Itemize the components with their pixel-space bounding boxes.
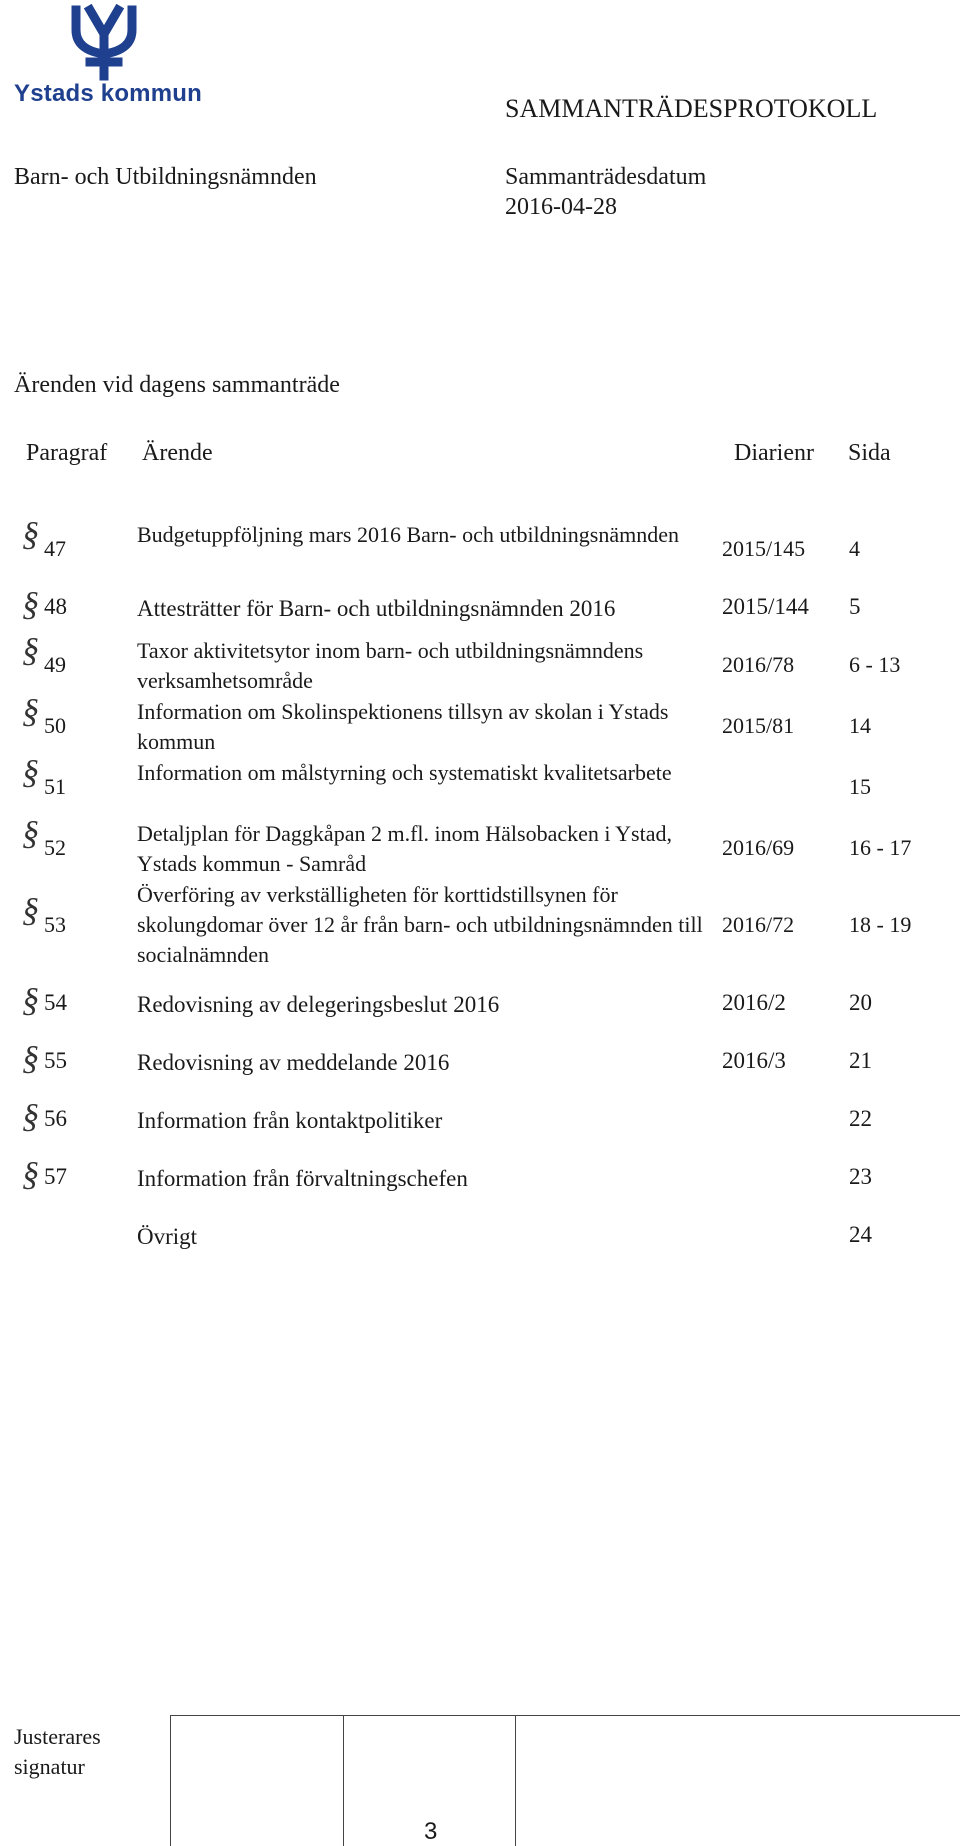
paragraph-number: 47 [44,536,66,561]
document-type: SAMMANTRÄDESPROTOKOLL [505,94,878,123]
item-page: 21 [849,1048,872,1073]
signature-table-top-border [170,1715,960,1716]
item-diarienr: 2015/81 [722,713,795,738]
item-diarienr: 2015/145 [722,536,806,561]
item-page: 5 [849,594,861,619]
paragraph-number: 54 [44,990,67,1015]
logo-text: Ystads kommun [14,80,202,107]
paragraph-symbol: § [22,586,39,623]
item-diarienr: 2016/69 [722,835,795,860]
item-diarienr: 2016/2 [722,990,786,1015]
page-number: 3 [424,1818,438,1845]
item-title: Detaljplan för Daggkåpan 2 m.fl. inom Hälsobacken i Ystad, Ystads kommun - Samråd [137,821,672,876]
meeting-date-value: 2016-04-28 [505,194,617,220]
paragraph-symbol: § [22,1098,39,1135]
item-page: 24 [849,1222,872,1247]
item-title: Information från förvaltningschefen [137,1166,468,1191]
paragraph-symbol: § [22,754,39,791]
signature-label: Justerares signatur [14,1724,101,1779]
item-diarienr: 2016/72 [722,912,795,937]
column-header-sida: Sida [848,440,891,466]
item-title: Övrigt [137,1224,198,1249]
section-heading: Ärenden vid dagens sammanträde [14,372,340,398]
signature-cell-divider [343,1715,344,1846]
item-title: Redovisning av delegeringsbeslut 2016 [137,992,500,1017]
committee-name: Barn- och Utbildningsnämnden [14,164,317,190]
item-page: 15 [849,774,871,799]
item-diarienr: 2016/78 [722,652,795,677]
paragraph-number: 53 [44,912,66,937]
item-title: Information från kontaktpolitiker [137,1108,443,1133]
paragraph-symbol: § [22,693,39,730]
paragraph-number: 52 [44,835,66,860]
meeting-date-label: Sammanträdesdatum [505,164,707,190]
paragraph-number: 56 [44,1106,67,1131]
item-title: Attesträtter för Barn- och utbildningsnämnden 2016 [137,596,616,621]
item-title: Redovisning av meddelande 2016 [137,1050,450,1075]
item-page: 20 [849,990,872,1015]
item-title: Information om målstyrning och systematiskt kvalitetsarbete [137,760,672,785]
column-header-paragraf: Paragraf [26,440,108,466]
paragraph-symbol: § [22,1156,39,1193]
item-page: 18 - 19 [849,912,912,937]
item-title: Överföring av verkställigheten för korttidstillsynen för skolungdomar över 12 år från barn- och utbildningsnämnden till socialnämnden [137,882,703,967]
paragraph-number: 48 [44,594,67,619]
paragraph-number: 50 [44,713,66,738]
item-diarienr: 2016/3 [722,1048,786,1073]
item-page: 4 [849,536,860,561]
paragraph-symbol: § [22,815,39,852]
item-diarienr: 2015/144 [722,594,809,619]
paragraph-number: 49 [44,652,66,677]
item-page: 16 - 17 [849,835,912,860]
signature-cell-divider [515,1715,516,1846]
paragraph-symbol: § [22,632,39,669]
paragraph-number: 57 [44,1164,67,1189]
item-page: 23 [849,1164,872,1189]
item-title: Budgetuppföljning mars 2016 Barn- och utbildningsnämnden [137,522,679,547]
signature-cell-divider [170,1715,171,1846]
paragraph-symbol: § [22,516,39,553]
item-page: 22 [849,1106,872,1131]
item-page: 14 [849,713,871,738]
item-title: Taxor aktivitetsytor inom barn- och utbildningsnämndens verksamhetsområde [137,638,644,693]
column-header-diarienr: Diarienr [734,440,814,466]
paragraph-symbol: § [22,1040,39,1077]
item-page: 6 - 13 [849,652,901,677]
paragraph-number: 55 [44,1048,67,1073]
paragraph-symbol: § [22,982,39,1019]
column-header-arende: Ärende [142,440,213,466]
paragraph-symbol: § [22,892,39,929]
paragraph-number: 51 [44,774,66,799]
item-title: Information om Skolinspektionens tillsyn av skolan i Ystads kommun [137,699,669,754]
